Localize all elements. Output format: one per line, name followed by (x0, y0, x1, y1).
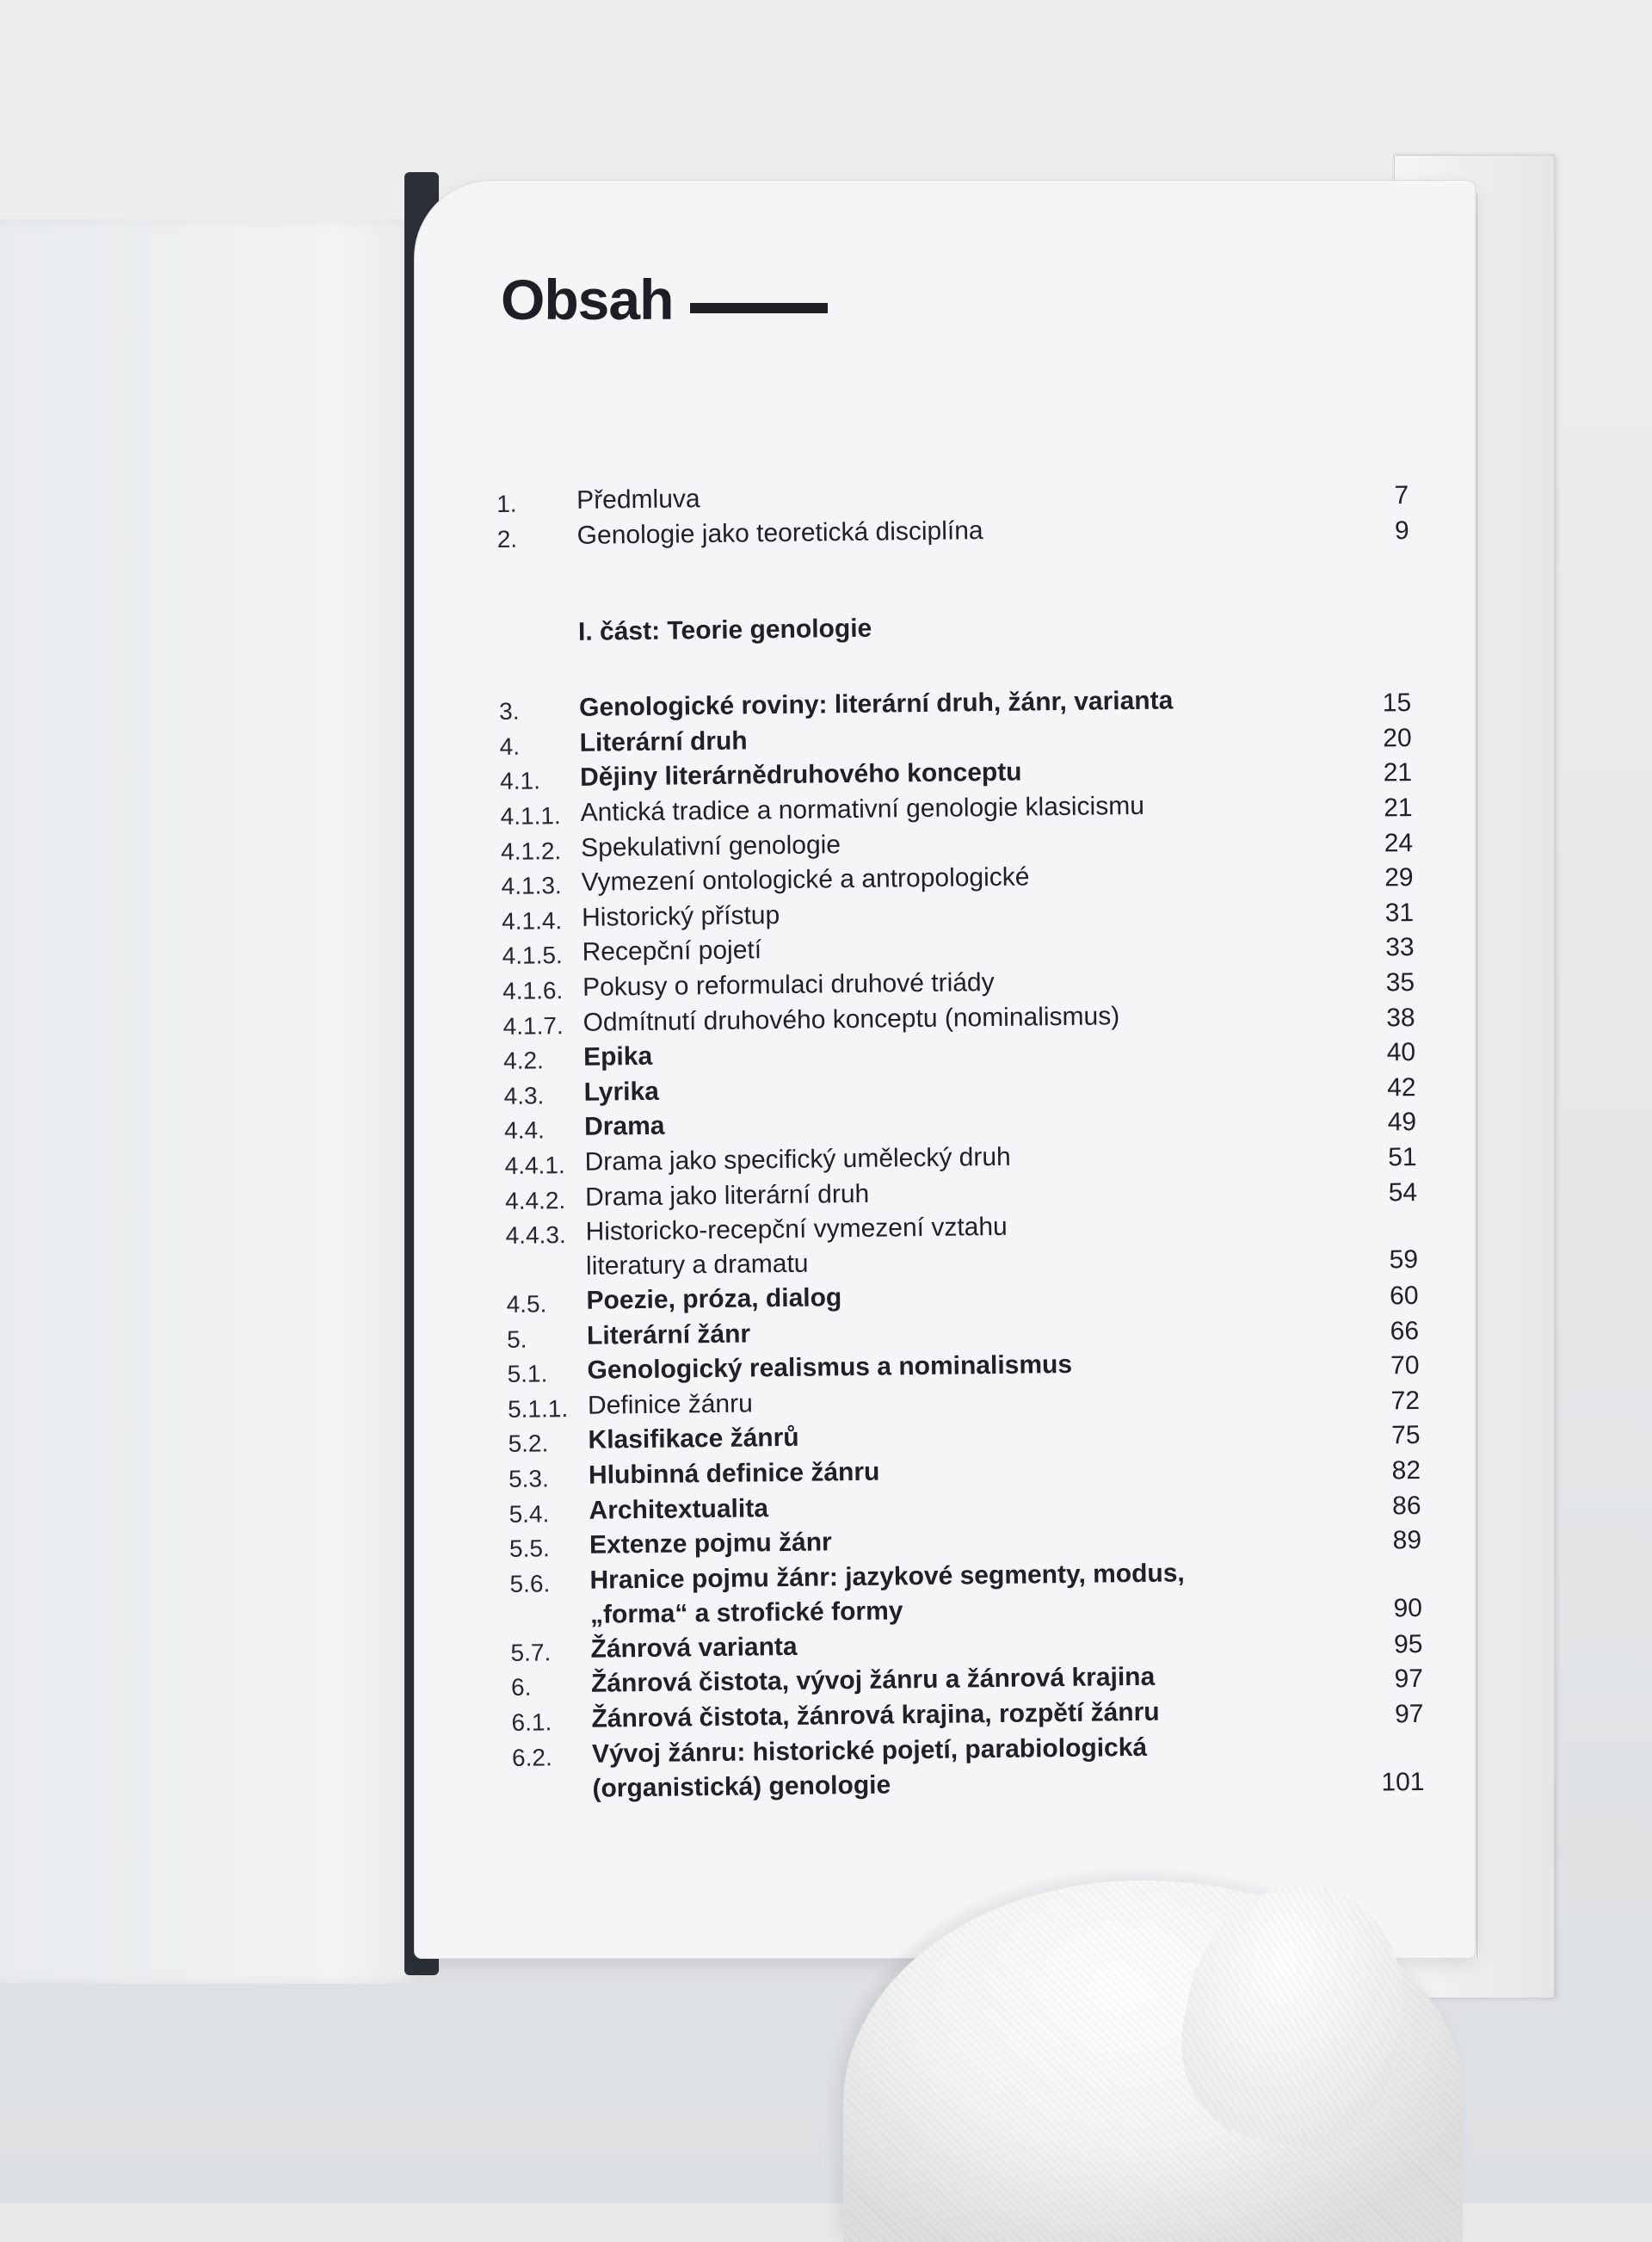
toc-entry-number: 4.4.3. (505, 1221, 566, 1250)
toc-entry-page: 75 (1390, 1421, 1421, 1450)
toc-entry-page: 59 (1389, 1245, 1419, 1275)
toc-entry-title: Literární druh (579, 726, 748, 757)
toc-entry-page: 20 (1383, 723, 1412, 753)
toc-entry-number: 5. (506, 1325, 527, 1353)
toc-entry-page: 21 (1383, 758, 1413, 787)
toc-entry-number: 4.1.7. (502, 1011, 564, 1040)
toc-entry-title: Extenze pojmu žánr (589, 1528, 832, 1560)
toc-entry (512, 1730, 1425, 1810)
toc-entry-number: 5.6. (509, 1570, 551, 1597)
toc-entry-page: 42 (1387, 1072, 1416, 1102)
toc-entry-title: Hranice pojmu žánr: jazykové segmenty, modus, (589, 1559, 1185, 1595)
toc-entry-number: 6. (510, 1674, 532, 1702)
toc-entry-title: Žánrová varianta (590, 1632, 798, 1664)
toc-entry-page: 33 (1385, 933, 1415, 962)
toc-entry-title: Klasifikace žánrů (588, 1424, 799, 1455)
toc-entry-number: 3. (498, 697, 520, 726)
toc-entry-number: 4.5. (506, 1290, 547, 1319)
toc-entry-page: 35 (1385, 967, 1415, 997)
toc-entry-page: 89 (1392, 1526, 1422, 1555)
toc-entry-page: 49 (1387, 1108, 1417, 1137)
toc-entry-title: I. část: Teorie genologie (577, 614, 872, 647)
toc-entry-number: 4.1.3. (501, 872, 562, 900)
toc-entry-title: Vývoj žánru: historické pojetí, parabiologická (591, 1732, 1148, 1769)
toc-entry-number: 6.1. (511, 1708, 552, 1736)
toc-entry-title: Architextualita (589, 1493, 769, 1525)
toc-entry-number: 1. (496, 490, 517, 517)
toc-entry-number: 5.2. (508, 1430, 549, 1458)
toc-entry-page: 31 (1384, 898, 1415, 928)
toc-entry-page: 40 (1386, 1038, 1416, 1067)
toc-entry-title: Definice žánru (587, 1389, 753, 1420)
toc-entry-title: Epika (583, 1041, 653, 1072)
toc-entry-title: Spekulativní genologie (580, 830, 841, 862)
toc-entry-title: Vymezení ontologické a antropologické (581, 862, 1030, 897)
page-title: Obsah (501, 268, 674, 331)
toc-entry-page: 72 (1390, 1386, 1421, 1416)
toc-entry-title: Předmluva (576, 485, 700, 515)
toc-entry-title: Historicko-recepční vymezení vztahu (585, 1212, 1008, 1246)
toc-entry-title: Genologie jako teoretická disciplína (576, 516, 983, 550)
toc-entry-number: 4. (499, 732, 521, 760)
table-of-contents (496, 476, 1425, 1809)
toc-entry-title: Genologické roviny: literární druh, žánr, varianta (578, 686, 1174, 723)
toc-entry-page: 51 (1388, 1142, 1417, 1172)
toc-entry-page: 24 (1384, 828, 1414, 857)
toc-entry-title: Hlubinná definice žánru (588, 1457, 880, 1490)
left-page (0, 219, 422, 1984)
toc-entry-number: 6.2. (511, 1743, 552, 1771)
toc-entry-page: 9 (1394, 516, 1409, 545)
toc-entry-page: 15 (1382, 689, 1412, 718)
toc-entry-title: Odmítnutí druhového konceptu (nominalismus) (583, 1001, 1120, 1037)
toc-entry-number: 5.1. (507, 1360, 548, 1388)
toc-entry-title: Dějiny literárnědruhového konceptu (579, 757, 1022, 793)
toc-entry-title: Antická tradice a normativní genologie klasicismu (580, 791, 1145, 827)
title-rule (690, 303, 828, 313)
toc-entry-title: Žánrová čistota, vývoj žánru a žánrová krajina (590, 1663, 1156, 1699)
toc-entry-number: 4.2. (502, 1047, 545, 1075)
toc-entry-title: Genologický realismus a nominalismus (587, 1350, 1073, 1386)
toc-entry-number: 5.4. (509, 1499, 550, 1528)
toc-entry-title: Drama (583, 1111, 665, 1142)
toc-entry-page: 97 (1394, 1665, 1424, 1694)
toc-entry-number: 4.1.1. (500, 802, 561, 830)
toc-entry-page: 82 (1391, 1456, 1421, 1485)
toc-entry-title: Pokusy o reformulaci druhové triády (582, 967, 995, 1002)
toc-entry-title: Recepční pojetí (582, 936, 762, 967)
toc-entry-title-continued: (organistická) genologie (592, 1770, 891, 1803)
toc-entry-number: 4.1.5. (502, 942, 563, 970)
toc-entry-page: 54 (1388, 1177, 1418, 1207)
toc-entry-page: 38 (1386, 1003, 1415, 1032)
toc-entry (505, 1207, 1418, 1288)
toc-entry-page: 66 (1390, 1316, 1420, 1346)
toc-entry-number: 5.5. (509, 1535, 550, 1563)
toc-entry-page: 60 (1389, 1282, 1419, 1311)
toc-entry-number: 5.7. (510, 1639, 552, 1666)
toc-entry-number: 4.3. (503, 1082, 545, 1109)
toc-entry-number: 4.4.2. (504, 1186, 566, 1214)
toc-entry-number (498, 594, 580, 595)
toc-entry-page: 101 (1381, 1767, 1425, 1797)
toc-entry-title: Drama jako literární druh (584, 1179, 870, 1212)
toc-entry-page: 21 (1384, 793, 1413, 823)
toc-entry-page: 7 (1394, 481, 1409, 510)
toc-entry (509, 1556, 1422, 1636)
toc-entry-page: 97 (1394, 1699, 1424, 1729)
toc-entry-title: Poezie, próza, dialog (586, 1283, 842, 1315)
toc-entry-number: 4.1.6. (502, 977, 564, 1004)
toc-entry-title: Historický přístup (581, 900, 780, 932)
toc-entry-page: 90 (1393, 1593, 1423, 1623)
toc-entry-number: 4.1.4. (501, 906, 563, 935)
toc-entry-title-continued: „forma“ a strofické formy (589, 1597, 903, 1629)
toc-entry-number: 2. (496, 525, 518, 553)
toc-entry-title: Drama jako specifický umělecký druh (584, 1142, 1011, 1177)
toc-entry-number: 5.3. (508, 1465, 549, 1492)
toc-entry-title: Žánrová čistota, žánrová krajina, rozpětí žánru (591, 1697, 1160, 1733)
toc-entry-page: 70 (1390, 1351, 1420, 1380)
toc-entry-title: Literární žánr (586, 1319, 751, 1350)
toc-entry-number: 4.1. (499, 767, 541, 795)
toc-entry-number: 4.4. (503, 1116, 546, 1145)
toc-entry-page: 95 (1393, 1629, 1423, 1659)
toc-entry-title: Lyrika (583, 1077, 660, 1107)
toc-entry-number: 4.4.1. (504, 1151, 565, 1179)
toc-entry-page: 29 (1384, 863, 1414, 892)
toc-entry-number: 5.1.1. (507, 1394, 569, 1423)
contents-page (415, 181, 1475, 1958)
toc-entry-page: 86 (1391, 1491, 1421, 1521)
toc-entry-number: 4.1.2. (500, 837, 562, 865)
toc-entry-title-continued: literatury a dramatu (585, 1249, 809, 1281)
toc-part-heading (497, 580, 1410, 660)
